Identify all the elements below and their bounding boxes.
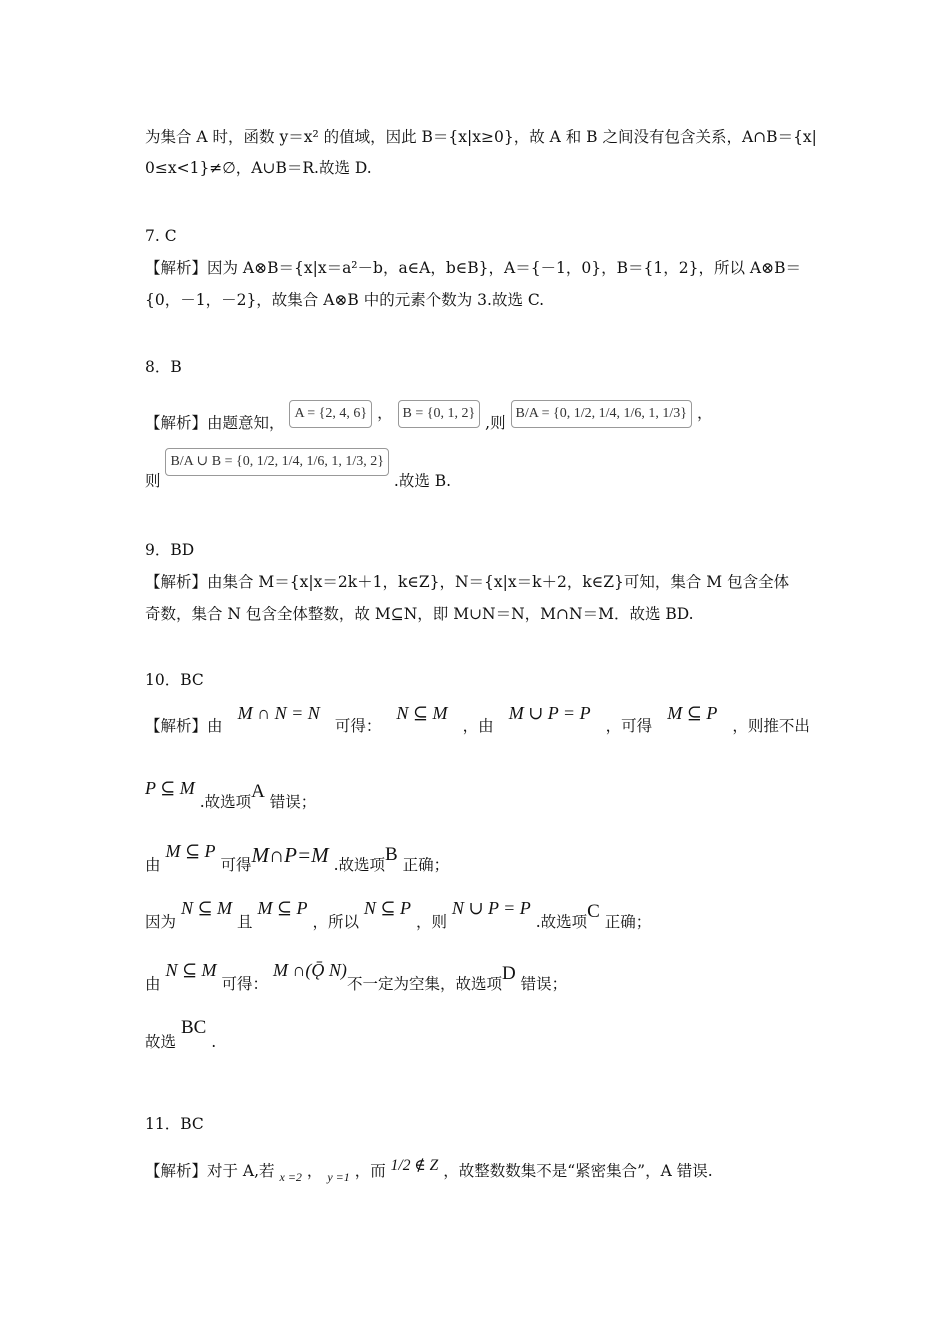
p10-a-text-1: 可得： xyxy=(334,717,382,735)
p10-b-text-1: .故选项 xyxy=(199,793,252,811)
p11-answer: 11．BC xyxy=(145,1115,204,1133)
p10-d-text-3: ，则 xyxy=(415,913,447,931)
p7-line-1: 【解析】因为 A⊗B＝{x|x＝a²－b，a∈A，b∈B}，A＝{－1，0}，B＝{1，2}，所以 A⊗B＝ xyxy=(145,259,801,277)
p11-math-frac: 1/2 ∉ Z xyxy=(390,1157,439,1174)
p10-line-b xyxy=(145,778,810,813)
p11-text-1: ， xyxy=(306,1162,323,1180)
p9-line-2: 奇数，集合 N 包含全体整数，故 M⊆N，即 M∪N＝N，M∩N＝M．故选 BD. xyxy=(145,605,694,623)
p8-then: 则 xyxy=(145,472,161,490)
p7-answer: 7. C xyxy=(145,227,177,245)
p11-math-y: y =1 xyxy=(327,1170,350,1184)
p10-f-text-1: . xyxy=(211,1033,217,1051)
p11-math-x: x =2 xyxy=(279,1170,302,1184)
p10-d-math-3: N ⊆ P xyxy=(363,898,411,918)
p10-d-text-2: ，所以 xyxy=(312,913,359,931)
p10-a-math-3: M ∪ P = P xyxy=(508,703,591,723)
p10-line-e xyxy=(145,960,810,995)
p10-e-text-2: 不一定为空集，故选项 xyxy=(346,975,502,993)
p10-b-math-1: P ⊆ M xyxy=(145,778,195,798)
p10-c-text-2: .故选项 xyxy=(333,856,386,874)
p10-line-f xyxy=(145,1017,810,1053)
p10-d-lead: 因为 xyxy=(145,913,177,931)
p10-f-lead: 故选 xyxy=(145,1033,177,1051)
p10-a-math-4: M ⊆ P xyxy=(667,703,718,723)
p9-line-1: 【解析】由集合 M＝{x|x＝2k＋1，k∈Z}，N＝{x|x＝k＋2，k∈Z}可知，集合 M 包含全体 xyxy=(145,573,790,591)
p8-line-1 xyxy=(145,400,810,432)
p10-a-math-2: N ⊆ M xyxy=(396,703,448,723)
p8-set-a: A = {2, 4, 6} xyxy=(289,400,372,428)
p10-d-math-4: N ∪ P = P xyxy=(451,898,531,918)
p11-text-3: ，故整数数集不是“紧密集合”，A 错误. xyxy=(443,1162,713,1180)
p10-c-math-1: M ⊆ P xyxy=(165,841,216,861)
p8-quotient-set: B/A = {0, 1/2, 1/4, 1/6, 1, 1/3} xyxy=(511,400,692,428)
p10-a-lead: 【解析】由 xyxy=(145,717,223,735)
p10-a-math-1: M ∩ N = N xyxy=(237,703,320,723)
p10-line-c xyxy=(145,841,810,876)
p10-b-option: A xyxy=(251,781,265,802)
p10-e-text-1: 可得： xyxy=(221,975,268,993)
p10-a-text-2: ，由 xyxy=(462,717,494,735)
p8-set-b: B = {0, 1, 2} xyxy=(398,400,481,428)
p10-d-text-1: 且 xyxy=(236,913,253,931)
p10-f-option: BC xyxy=(180,1017,207,1038)
p10-b-text-2: 错误； xyxy=(269,793,317,811)
p10-e-option: D xyxy=(501,963,516,984)
p10-line-d xyxy=(145,898,810,933)
p10-c-lead: 由 xyxy=(145,856,161,874)
p10-c-text-3: 正确； xyxy=(402,856,450,874)
p9-answer: 9．BD xyxy=(145,541,195,559)
p7-line-2: {0，－1，－2}，故集合 A⊗B 中的元素个数为 3.故选 C. xyxy=(145,291,545,309)
p10-answer: 10．BC xyxy=(145,671,204,689)
p10-d-option: C xyxy=(587,901,600,922)
p10-d-text-4: .故选项 xyxy=(535,913,588,931)
p10-a-text-4: ，则推不出 xyxy=(732,717,810,735)
p10-d-math-2: M ⊆ P xyxy=(257,898,308,918)
p6-line-2: 0≤x<1}≠∅，A∪B＝R.故选 D. xyxy=(145,159,372,177)
p10-e-math-2: M ∩(Ǭ N) xyxy=(272,960,347,980)
p8-union-set: B/A ∪ B = {0, 1/2, 1/4, 1/6, 1, 1/3, 2} xyxy=(165,448,389,476)
p8-line-2 xyxy=(145,448,810,490)
p8-end: .故选 B. xyxy=(393,472,452,490)
p8-sep-1: ， xyxy=(377,404,393,422)
p8-lead: 【解析】由题意知， xyxy=(145,414,285,432)
p6-line-1: 为集合 A 时，函数 y＝x² 的值域，因此 B＝{x|x≥0}，故 A 和 B 之间没有包含关系，A∩B＝{x| xyxy=(145,128,817,146)
p8-answer: 8．B xyxy=(145,358,182,376)
p10-e-math-1: N ⊆ M xyxy=(165,960,217,980)
p11-lead: 【解析】对于 A,若 xyxy=(145,1162,275,1180)
p10-c-text-1: 可得 xyxy=(220,856,252,874)
p11-line-1 xyxy=(145,1157,810,1184)
p10-e-text-3: 错误； xyxy=(520,975,568,993)
p10-c-option: B xyxy=(385,844,398,865)
p8-sep-2: ,则 xyxy=(485,414,506,432)
p11-text-2: ，而 xyxy=(354,1162,386,1180)
p10-c-math-2: M∩P=M xyxy=(251,843,329,867)
p10-d-math-1: N ⊆ M xyxy=(180,898,233,918)
p10-line-a xyxy=(145,703,810,737)
p10-e-lead: 由 xyxy=(145,975,161,993)
p10-a-text-3: ，可得 xyxy=(605,717,653,735)
p10-d-text-5: 正确； xyxy=(604,913,652,931)
p8-sep-3: ， xyxy=(696,404,713,422)
